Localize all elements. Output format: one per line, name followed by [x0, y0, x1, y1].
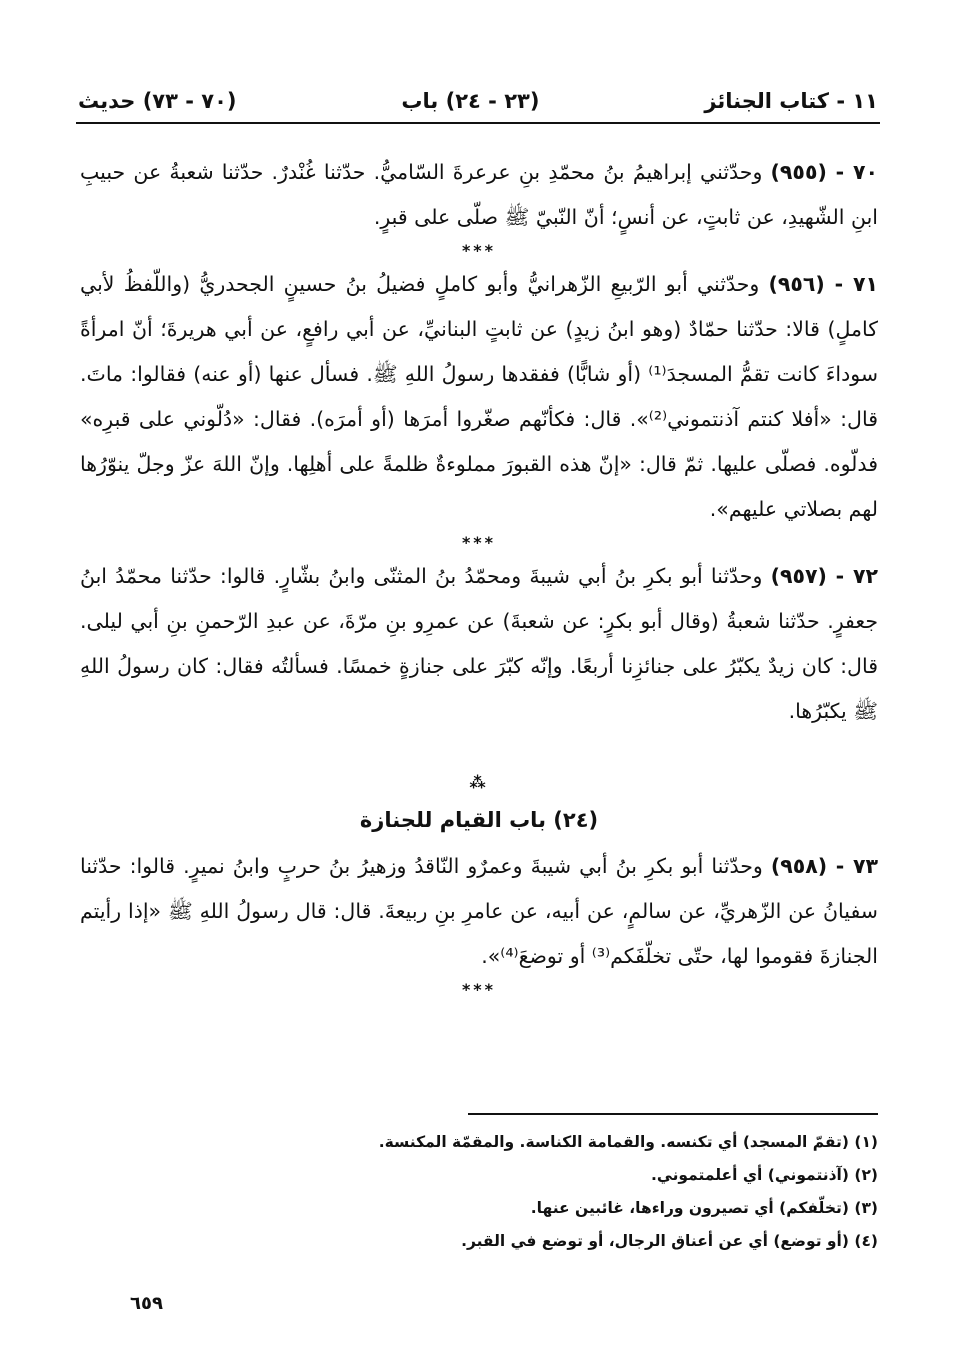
hadith-number: ٧٣ - (٩٥٨) — [770, 854, 878, 878]
chapter-ornament: ⁂ — [469, 773, 489, 792]
separator-stars: *** — [461, 533, 497, 552]
separator-stars: *** — [461, 980, 497, 999]
footnotes — [300, 1126, 878, 1258]
page-number: ٦٥٩ — [130, 1293, 163, 1314]
footnote-4: (٤) (أو توضع) أي عن أعناق الرجال، أو توضع في القبر. — [461, 1232, 878, 1250]
hadith-72 — [80, 554, 878, 734]
hadith-text: وحدّثنا أبو بكرِ بنُ أبي شيبةَ ومحمّدُ بنُ المثنّى وابنُ بشّارٍ. قالوا: حدّثنا محمّدُ ابنُ جعفرٍ. حدّثنا شعبةُ (وقال أبو بكرٍ: عن شعبةَ) عن عمرِو بنِ مرّةَ، عن عبدِ الرّحمنِ بنِ أبي ليلى. قال: كان زيدٌ يكبّرُ على جنائزِنا أربعًا. وإنّه كبّرَ على جنازةٍ خمسًا. فسألتُه فقال: كان رسولُ اللهِ ﷺ يكبّرُها. — [80, 564, 878, 723]
footnote-3: (٣) (تخلّفكم) أي تصيرون وراءها، غائبين عنها. — [530, 1199, 878, 1217]
hadith-70 — [80, 150, 878, 240]
hadith-73 — [80, 844, 878, 979]
header-chapter-range: (٢٣ - ٢٤) باب — [401, 89, 540, 113]
hadith-number: ٧١ - (٩٥٦) — [768, 272, 878, 296]
hadith-text: وحدّثنا أبو بكرِ بنُ أبي شيبةَ وعمرٌو النّاقدُ وزهيرُ بنُ حربٍ وابنُ نميرٍ. قالوا: حدّثنا سفيانُ عن الزّهريِّ، عن سالمٍ، عن أبيه، عن عامرِ بنِ ربيعةَ. قال: قال رسولُ اللهِ ﷺ «إذا رأيتم الجنازةَ فقوموا لها، حتّى تخلّفَكم⁽³⁾ أو توضعَ⁽⁴⁾». — [80, 854, 878, 968]
running-header — [78, 80, 878, 122]
footnote-2: (٢) (آذنتموني) أي أعلمتموني. — [651, 1166, 878, 1184]
hadith-number: ٧٠ - (٩٥٥) — [770, 160, 878, 184]
footnote-rule — [468, 1113, 878, 1115]
hadith-text: وحدّثني إبراهيمُ بنُ محمّدِ بنِ عرعرةَ السّاميُّ. حدّثنا غُنْدرٌ. حدّثنا شعبةُ عن حبيبِ ابنِ الشّهيدِ، عن ثابتٍ، عن أنسٍ؛ أنّ النّبيّ ﷺ صلّى على قبرٍ. — [80, 160, 878, 229]
footnote-1: (١) (تقمّ المسجد) أي تكنسه. والقمامة الكناسة. والمقمّة المكنسة. — [378, 1133, 878, 1151]
separator-stars: *** — [461, 241, 497, 260]
main-text — [80, 150, 878, 1001]
header-book-title: ١١ - كتاب الجنائز — [704, 89, 878, 113]
hadith-text: وحدّثني أبو الرّبيعِ الزّهرانيُّ وأبو كاملٍ فضيلُ بنُ حسينٍ الجحدريُّ (واللّفظُ لأبي كاملٍ) قالا: حدّثنا حمّادٌ (وهو ابنُ زيدٍ) عن ثابتٍ البنانيِّ، عن أبي رافعٍ، عن أبي هريرةَ؛ أنّ امرأةً سوداءَ كانت تقمُّ المسجدَ⁽¹⁾ (أو شابًّا) ففقدها رسولُ اللهِ ﷺ. فسأل عنها (أو عنه) فقالوا: ماتَ. قال: «أفلا كنتم آذنتموني⁽²⁾». قال: فكأنّهم صغّروا أمرَها (أو أمرَه). فقال: «دُلّوني على قبرِه» فدلّوه. فصلّى عليها. ثمّ قال: «إنّ هذه القبورَ مملوءةٌ ظلمةً على أهلِها. وإنّ اللهَ عزّ وجلّ ينوّرُها لهم بصلاتي عليهم». — [80, 272, 878, 521]
chapter-title: (٢٤) باب القيام للجنازة — [359, 808, 599, 832]
hadith-71 — [80, 262, 878, 532]
header-rule — [76, 122, 880, 124]
hadith-number: ٧٢ - (٩٥٧) — [770, 564, 878, 588]
header-hadith-range: (٧٠ - ٧٣) حديث — [78, 89, 237, 113]
